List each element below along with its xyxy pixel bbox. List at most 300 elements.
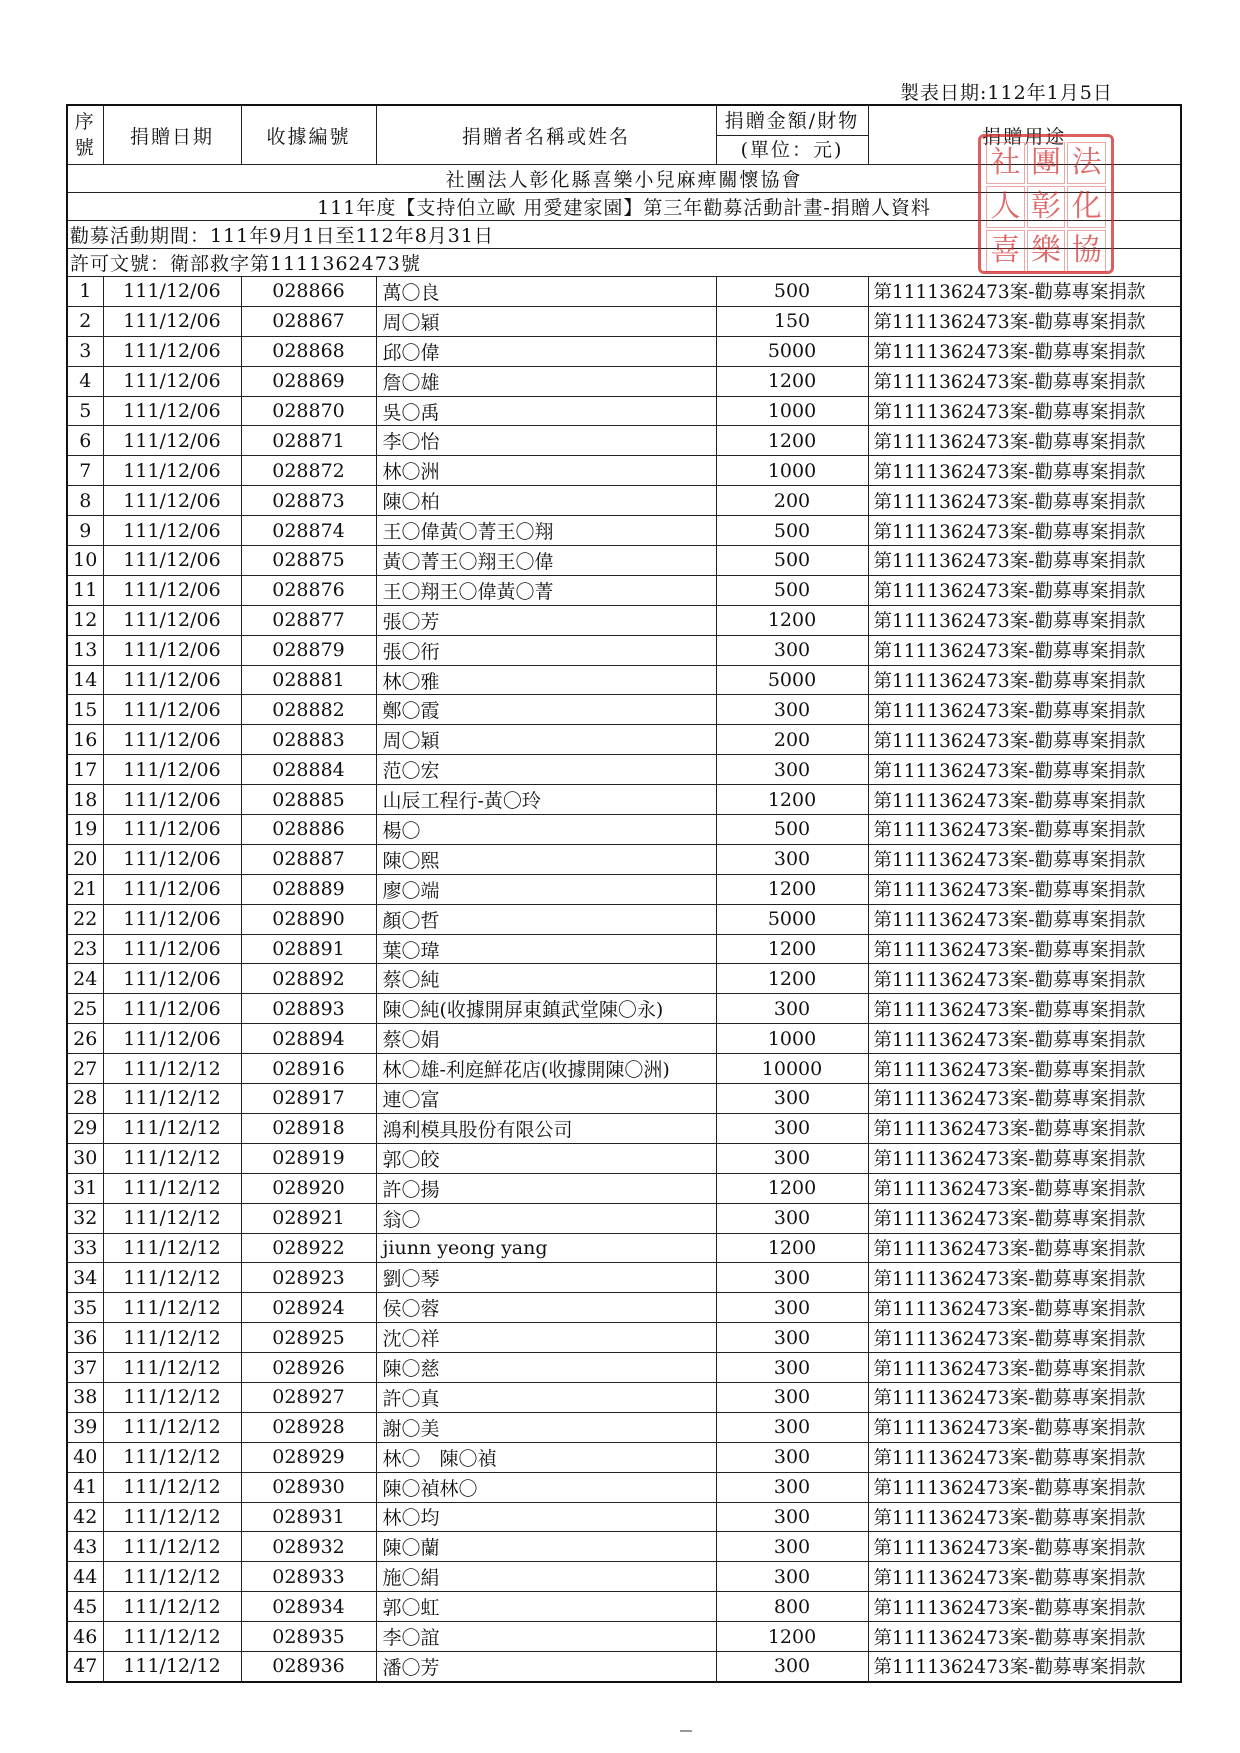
row-purpose: 第1111362473案-勸募專案捐款 [868, 1024, 1181, 1054]
row-date: 111/12/12 [103, 1203, 241, 1233]
row-receipt: 028917 [241, 1084, 376, 1114]
row-receipt: 028873 [241, 486, 376, 516]
row-seq: 44 [67, 1562, 103, 1592]
row-purpose: 第1111362473案-勸募專案捐款 [868, 1323, 1181, 1353]
row-donor: 許〇揚 [376, 1173, 716, 1203]
table-row [67, 426, 1181, 456]
row-donor: 張〇衎 [376, 635, 716, 665]
row-date: 111/12/12 [103, 1442, 241, 1472]
row-amount: 500 [716, 815, 868, 845]
row-seq: 13 [67, 635, 103, 665]
row-seq: 40 [67, 1442, 103, 1472]
row-receipt: 028883 [241, 725, 376, 755]
row-donor: 蔡〇純 [376, 964, 716, 994]
row-date: 111/12/12 [103, 1293, 241, 1323]
row-date: 111/12/06 [103, 994, 241, 1024]
row-date: 111/12/06 [103, 934, 241, 964]
table-row [67, 1532, 1181, 1562]
row-seq: 15 [67, 695, 103, 725]
row-seq: 22 [67, 904, 103, 934]
row-amount: 300 [716, 1293, 868, 1323]
row-purpose: 第1111362473案-勸募專案捐款 [868, 396, 1181, 426]
row-purpose: 第1111362473案-勸募專案捐款 [868, 904, 1181, 934]
row-amount: 1200 [716, 934, 868, 964]
donor-table [66, 104, 1182, 1683]
row-seq: 31 [67, 1173, 103, 1203]
row-amount: 300 [716, 1353, 868, 1383]
table-row [67, 844, 1181, 874]
organization-seal [978, 134, 1114, 274]
table-row [67, 1412, 1181, 1442]
row-seq: 16 [67, 725, 103, 755]
row-seq: 14 [67, 665, 103, 695]
row-seq: 26 [67, 1024, 103, 1054]
table-row [67, 1203, 1181, 1233]
row-receipt: 028894 [241, 1024, 376, 1054]
row-donor: 吳〇禹 [376, 396, 716, 426]
table-row [67, 605, 1181, 635]
table-row [67, 1143, 1181, 1173]
row-date: 111/12/12 [103, 1382, 241, 1412]
row-date: 111/12/06 [103, 904, 241, 934]
row-receipt: 028874 [241, 516, 376, 546]
row-receipt: 028930 [241, 1472, 376, 1502]
row-seq: 45 [67, 1592, 103, 1622]
row-receipt: 028932 [241, 1532, 376, 1562]
row-amount: 1200 [716, 785, 868, 815]
row-purpose: 第1111362473案-勸募專案捐款 [868, 1472, 1181, 1502]
table-row [67, 1382, 1181, 1412]
row-purpose: 第1111362473案-勸募專案捐款 [868, 605, 1181, 635]
row-seq: 10 [67, 546, 103, 576]
row-receipt: 028933 [241, 1562, 376, 1592]
row-receipt: 028867 [241, 306, 376, 336]
row-amount: 500 [716, 277, 868, 307]
row-receipt: 028889 [241, 874, 376, 904]
row-donor: 陳〇純(收據開屏東鎮武堂陳〇永) [376, 994, 716, 1024]
row-receipt: 028887 [241, 844, 376, 874]
row-receipt: 028885 [241, 785, 376, 815]
row-amount: 1000 [716, 396, 868, 426]
row-date: 111/12/12 [103, 1263, 241, 1293]
table-row [67, 486, 1181, 516]
row-purpose: 第1111362473案-勸募專案捐款 [868, 1263, 1181, 1293]
row-amount: 1200 [716, 366, 868, 396]
header-amount-line1: 捐贈金額/財物 [717, 107, 868, 136]
row-purpose: 第1111362473案-勸募專案捐款 [868, 426, 1181, 456]
table-row [67, 1293, 1181, 1323]
row-receipt: 028925 [241, 1323, 376, 1353]
row-donor: 周〇穎 [376, 725, 716, 755]
row-purpose: 第1111362473案-勸募專案捐款 [868, 994, 1181, 1024]
table-row [67, 695, 1181, 725]
row-seq: 42 [67, 1502, 103, 1532]
row-donor: 邱〇偉 [376, 336, 716, 366]
row-receipt: 028872 [241, 456, 376, 486]
row-date: 111/12/06 [103, 426, 241, 456]
header-amount-line2: (單位：元) [740, 138, 844, 161]
row-amount: 1000 [716, 1024, 868, 1054]
row-receipt: 028929 [241, 1442, 376, 1472]
row-amount: 300 [716, 1412, 868, 1442]
row-date: 111/12/06 [103, 336, 241, 366]
seal-char: 化 [1067, 186, 1106, 228]
row-amount: 300 [716, 1472, 868, 1502]
row-receipt: 028871 [241, 426, 376, 456]
row-seq: 8 [67, 486, 103, 516]
row-purpose: 第1111362473案-勸募專案捐款 [868, 366, 1181, 396]
row-receipt: 028924 [241, 1293, 376, 1323]
row-amount: 300 [716, 844, 868, 874]
table-row [67, 964, 1181, 994]
seal-char: 喜 [986, 230, 1025, 272]
row-seq: 21 [67, 874, 103, 904]
row-receipt: 028868 [241, 336, 376, 366]
row-donor: 潘〇芳 [376, 1651, 716, 1681]
row-seq: 28 [67, 1084, 103, 1114]
row-receipt: 028891 [241, 934, 376, 964]
row-amount: 300 [716, 755, 868, 785]
row-donor: 葉〇瑋 [376, 934, 716, 964]
row-amount: 300 [716, 1382, 868, 1412]
row-purpose: 第1111362473案-勸募專案捐款 [868, 1173, 1181, 1203]
row-date: 111/12/06 [103, 546, 241, 576]
row-seq: 23 [67, 934, 103, 964]
row-date: 111/12/06 [103, 755, 241, 785]
header-purpose: 捐贈用途 [868, 105, 1181, 165]
row-date: 111/12/06 [103, 306, 241, 336]
row-purpose: 第1111362473案-勸募專案捐款 [868, 1592, 1181, 1622]
row-seq: 46 [67, 1622, 103, 1652]
row-receipt: 028921 [241, 1203, 376, 1233]
row-amount: 5000 [716, 336, 868, 366]
row-amount: 300 [716, 1442, 868, 1472]
row-receipt: 028931 [241, 1502, 376, 1532]
row-amount: 300 [716, 1263, 868, 1293]
row-receipt: 028886 [241, 815, 376, 845]
table-row [67, 336, 1181, 366]
row-date: 111/12/06 [103, 366, 241, 396]
row-donor: 李〇怡 [376, 426, 716, 456]
row-donor: 林〇 陳〇禎 [376, 1442, 716, 1472]
row-purpose: 第1111362473案-勸募專案捐款 [868, 725, 1181, 755]
row-seq: 3 [67, 336, 103, 366]
row-receipt: 028881 [241, 665, 376, 695]
row-amount: 5000 [716, 904, 868, 934]
row-seq: 33 [67, 1233, 103, 1263]
table-row [67, 1502, 1181, 1532]
row-donor: jiunn yeong yang [376, 1233, 716, 1263]
row-date: 111/12/06 [103, 665, 241, 695]
row-date: 111/12/06 [103, 1024, 241, 1054]
row-seq: 17 [67, 755, 103, 785]
row-donor: 鴻利模具股份有限公司 [376, 1113, 716, 1143]
row-donor: 侯〇蓉 [376, 1293, 716, 1323]
row-amount: 500 [716, 575, 868, 605]
row-purpose: 第1111362473案-勸募專案捐款 [868, 1293, 1181, 1323]
row-date: 111/12/12 [103, 1233, 241, 1263]
table-row [67, 396, 1181, 426]
row-receipt: 028882 [241, 695, 376, 725]
row-date: 111/12/12 [103, 1472, 241, 1502]
row-date: 111/12/12 [103, 1143, 241, 1173]
row-donor: 施〇絹 [376, 1562, 716, 1592]
table-made-date: 製表日期:112年1月5日 [900, 82, 1113, 104]
row-donor: 陳〇柏 [376, 486, 716, 516]
row-donor: 翁〇 [376, 1203, 716, 1233]
row-seq: 6 [67, 426, 103, 456]
row-purpose: 第1111362473案-勸募專案捐款 [868, 1622, 1181, 1652]
row-seq: 4 [67, 366, 103, 396]
donor-sheet [66, 104, 1180, 1683]
table-row [67, 1233, 1181, 1263]
table-row [67, 1651, 1181, 1681]
row-receipt: 028934 [241, 1592, 376, 1622]
row-purpose: 第1111362473案-勸募專案捐款 [868, 695, 1181, 725]
row-amount: 1200 [716, 1233, 868, 1263]
row-purpose: 第1111362473案-勸募專案捐款 [868, 755, 1181, 785]
row-receipt: 028916 [241, 1054, 376, 1084]
seal-char: 樂 [1027, 230, 1066, 272]
row-receipt: 028893 [241, 994, 376, 1024]
organization-name: 社團法人彰化縣喜樂小兒麻痺關懷協會 [67, 165, 1181, 193]
row-amount: 1200 [716, 1173, 868, 1203]
table-row [67, 1084, 1181, 1114]
row-purpose: 第1111362473案-勸募專案捐款 [868, 1113, 1181, 1143]
row-seq: 25 [67, 994, 103, 1024]
table-row [67, 277, 1181, 307]
row-donor: 詹〇雄 [376, 366, 716, 396]
row-seq: 30 [67, 1143, 103, 1173]
seal-char: 協 [1067, 230, 1106, 272]
row-date: 111/12/12 [103, 1173, 241, 1203]
row-amount: 300 [716, 1502, 868, 1532]
row-donor: 王〇翔王〇偉黃〇菁 [376, 575, 716, 605]
table-row [67, 635, 1181, 665]
header-date: 捐贈日期 [103, 105, 241, 165]
row-date: 111/12/06 [103, 844, 241, 874]
row-date: 111/12/06 [103, 277, 241, 307]
row-purpose: 第1111362473案-勸募專案捐款 [868, 844, 1181, 874]
row-donor: 陳〇禎林〇 [376, 1472, 716, 1502]
row-receipt: 028926 [241, 1353, 376, 1383]
header-donor: 捐贈者名稱或姓名 [376, 105, 716, 165]
table-row [67, 366, 1181, 396]
table-row [67, 904, 1181, 934]
row-receipt: 028866 [241, 277, 376, 307]
row-purpose: 第1111362473案-勸募專案捐款 [868, 1651, 1181, 1681]
table-row [67, 456, 1181, 486]
row-amount: 1200 [716, 1622, 868, 1652]
row-donor: 陳〇慈 [376, 1353, 716, 1383]
row-donor: 郭〇虹 [376, 1592, 716, 1622]
row-seq: 18 [67, 785, 103, 815]
row-purpose: 第1111362473案-勸募專案捐款 [868, 1054, 1181, 1084]
row-seq: 43 [67, 1532, 103, 1562]
row-receipt: 028892 [241, 964, 376, 994]
row-purpose: 第1111362473案-勸募專案捐款 [868, 516, 1181, 546]
row-donor: 沈〇祥 [376, 1323, 716, 1353]
header-receipt: 收據編號 [241, 105, 376, 165]
row-purpose: 第1111362473案-勸募專案捐款 [868, 575, 1181, 605]
row-amount: 5000 [716, 665, 868, 695]
row-purpose: 第1111362473案-勸募專案捐款 [868, 486, 1181, 516]
row-donor: 顏〇哲 [376, 904, 716, 934]
table-row [67, 1562, 1181, 1592]
row-seq: 27 [67, 1054, 103, 1084]
row-amount: 1200 [716, 874, 868, 904]
campaign-period: 勸募活動期間：111年9月1日至112年8月31日 [67, 221, 1181, 249]
row-purpose: 第1111362473案-勸募專案捐款 [868, 1203, 1181, 1233]
row-amount: 300 [716, 1562, 868, 1592]
row-date: 111/12/06 [103, 575, 241, 605]
row-purpose: 第1111362473案-勸募專案捐款 [868, 1143, 1181, 1173]
row-donor: 蔡〇娟 [376, 1024, 716, 1054]
row-date: 111/12/12 [103, 1592, 241, 1622]
row-amount: 1200 [716, 964, 868, 994]
row-date: 111/12/06 [103, 815, 241, 845]
table-row [67, 785, 1181, 815]
row-seq: 5 [67, 396, 103, 426]
row-receipt: 028918 [241, 1113, 376, 1143]
row-purpose: 第1111362473案-勸募專案捐款 [868, 456, 1181, 486]
row-receipt: 028919 [241, 1143, 376, 1173]
seal-char: 彰 [1027, 186, 1066, 228]
row-seq: 19 [67, 815, 103, 845]
table-row [67, 1592, 1181, 1622]
table-row [67, 665, 1181, 695]
table-row [67, 994, 1181, 1024]
row-receipt: 028869 [241, 366, 376, 396]
table-row [67, 575, 1181, 605]
row-donor: 郭〇皎 [376, 1143, 716, 1173]
table-row [67, 815, 1181, 845]
row-date: 111/12/06 [103, 396, 241, 426]
table-row [67, 1054, 1181, 1084]
row-date: 111/12/06 [103, 456, 241, 486]
table-row [67, 934, 1181, 964]
table-row [67, 874, 1181, 904]
row-donor: 黃〇菁王〇翔王〇偉 [376, 546, 716, 576]
row-seq: 24 [67, 964, 103, 994]
row-amount: 300 [716, 1113, 868, 1143]
table-row [67, 1173, 1181, 1203]
row-donor: 許〇真 [376, 1382, 716, 1412]
row-date: 111/12/06 [103, 964, 241, 994]
row-amount: 500 [716, 546, 868, 576]
row-seq: 37 [67, 1353, 103, 1383]
row-seq: 1 [67, 277, 103, 307]
row-amount: 200 [716, 725, 868, 755]
row-purpose: 第1111362473案-勸募專案捐款 [868, 1532, 1181, 1562]
row-seq: 35 [67, 1293, 103, 1323]
table-row [67, 516, 1181, 546]
table-row [67, 725, 1181, 755]
row-purpose: 第1111362473案-勸募專案捐款 [868, 1084, 1181, 1114]
row-amount: 200 [716, 486, 868, 516]
row-donor: 李〇誼 [376, 1622, 716, 1652]
table-row [67, 1263, 1181, 1293]
row-date: 111/12/06 [103, 695, 241, 725]
row-date: 111/12/06 [103, 635, 241, 665]
row-receipt: 028877 [241, 605, 376, 635]
row-date: 111/12/12 [103, 1562, 241, 1592]
plan-title: 111年度【支持伯立歐 用愛建家園】第三年勸募活動計畫-捐贈人資料 [67, 193, 1181, 221]
row-seq: 29 [67, 1113, 103, 1143]
row-amount: 300 [716, 695, 868, 725]
row-seq: 41 [67, 1472, 103, 1502]
row-donor: 連〇富 [376, 1084, 716, 1114]
row-donor: 廖〇端 [376, 874, 716, 904]
row-receipt: 028928 [241, 1412, 376, 1442]
seal-char: 人 [986, 186, 1025, 228]
table-row [67, 546, 1181, 576]
table-row [67, 755, 1181, 785]
row-seq: 32 [67, 1203, 103, 1233]
row-donor: 陳〇熙 [376, 844, 716, 874]
row-receipt: 028870 [241, 396, 376, 426]
row-amount: 300 [716, 1084, 868, 1114]
row-purpose: 第1111362473案-勸募專案捐款 [868, 635, 1181, 665]
row-receipt: 028936 [241, 1651, 376, 1681]
row-date: 111/12/12 [103, 1412, 241, 1442]
row-receipt: 028879 [241, 635, 376, 665]
row-date: 111/12/12 [103, 1622, 241, 1652]
row-amount: 300 [716, 1143, 868, 1173]
row-date: 111/12/06 [103, 486, 241, 516]
row-date: 111/12/12 [103, 1054, 241, 1084]
row-purpose: 第1111362473案-勸募專案捐款 [868, 1353, 1181, 1383]
row-purpose: 第1111362473案-勸募專案捐款 [868, 1502, 1181, 1532]
row-seq: 9 [67, 516, 103, 546]
row-seq: 20 [67, 844, 103, 874]
row-receipt: 028890 [241, 904, 376, 934]
page-mark [680, 1730, 692, 1732]
row-purpose: 第1111362473案-勸募專案捐款 [868, 1412, 1181, 1442]
row-purpose: 第1111362473案-勸募專案捐款 [868, 1562, 1181, 1592]
row-receipt: 028927 [241, 1382, 376, 1412]
seal-char: 團 [1027, 142, 1066, 184]
row-purpose: 第1111362473案-勸募專案捐款 [868, 546, 1181, 576]
permit-number: 許可文號：衛部救字第1111362473號 [67, 249, 1181, 277]
row-receipt: 028875 [241, 546, 376, 576]
table-row [67, 1323, 1181, 1353]
row-donor: 林〇洲 [376, 456, 716, 486]
row-purpose: 第1111362473案-勸募專案捐款 [868, 874, 1181, 904]
row-purpose: 第1111362473案-勸募專案捐款 [868, 1382, 1181, 1412]
row-amount: 800 [716, 1592, 868, 1622]
row-amount: 500 [716, 516, 868, 546]
table-row [67, 1472, 1181, 1502]
row-purpose: 第1111362473案-勸募專案捐款 [868, 1233, 1181, 1263]
row-seq: 38 [67, 1382, 103, 1412]
row-purpose: 第1111362473案-勸募專案捐款 [868, 785, 1181, 815]
table-row [67, 306, 1181, 336]
row-donor: 楊〇 [376, 815, 716, 845]
row-purpose: 第1111362473案-勸募專案捐款 [868, 665, 1181, 695]
header-amount [716, 105, 868, 165]
row-purpose: 第1111362473案-勸募專案捐款 [868, 1442, 1181, 1472]
row-purpose: 第1111362473案-勸募專案捐款 [868, 815, 1181, 845]
header-seq: 序號 [67, 105, 103, 165]
row-date: 111/12/06 [103, 785, 241, 815]
donor-rows [67, 277, 1181, 1682]
row-receipt: 028884 [241, 755, 376, 785]
row-purpose: 第1111362473案-勸募專案捐款 [868, 934, 1181, 964]
row-date: 111/12/12 [103, 1532, 241, 1562]
row-date: 111/12/06 [103, 725, 241, 755]
row-donor: 王〇偉黃〇菁王〇翔 [376, 516, 716, 546]
